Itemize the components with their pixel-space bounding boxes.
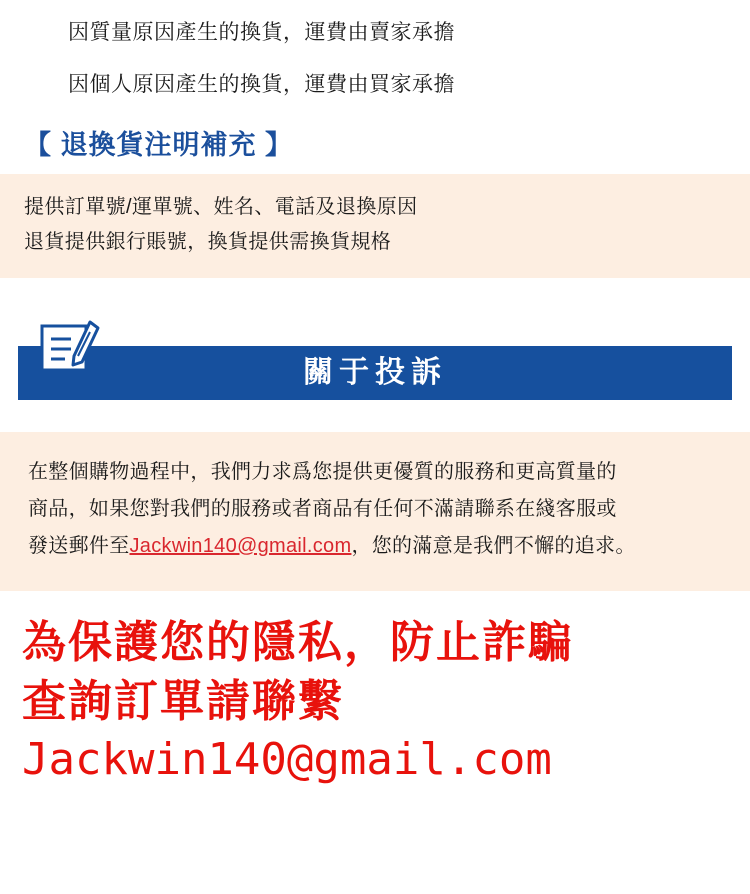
return-note-heading: 【 退換貨注明補充 】 xyxy=(24,129,294,160)
return-note-line-2: 退貨提供銀行賬號，換貨提供需換貨規格 xyxy=(24,230,392,253)
privacy-warning-line-2: 查詢訂單請聯繫 xyxy=(22,677,344,727)
policy-line-quality: 因質量原因產生的換貨，運費由賣家承擔 xyxy=(68,21,455,44)
return-policy-section xyxy=(0,0,750,101)
complaint-banner-bar xyxy=(18,346,732,400)
return-note-box xyxy=(0,174,750,278)
complaint-body-box xyxy=(0,432,750,591)
complaint-body-line-3 xyxy=(28,528,722,565)
complaint-banner-title: 關于投訴 xyxy=(303,355,447,389)
privacy-warning-email: Jackwin140@gmail.com xyxy=(22,733,552,785)
complaint-body-prefix: 發送郵件至 xyxy=(28,534,130,557)
complaint-email-link[interactable]: Jackwin140@gmail.com xyxy=(129,534,352,557)
privacy-warning-line-1: 為保護您的隱私，防止詐騙 xyxy=(22,617,574,667)
complaint-body-suffix: ，您的滿意是我們不懈的追求。 xyxy=(351,534,636,557)
privacy-warning-block xyxy=(0,613,750,787)
complaint-body-line-1: 在整個購物過程中，我們力求爲您提供更優質的服務和更高質量的 xyxy=(28,460,617,483)
complaint-body-line-2: 商品，如果您對我們的服務或者商品有任何不滿請聯系在綫客服或 xyxy=(28,497,617,520)
pencil-note-icon xyxy=(38,316,100,378)
policy-line-personal: 因個人原因產生的換貨，運費由買家承擔 xyxy=(68,73,455,97)
complaint-banner xyxy=(0,332,750,402)
return-note-line-1: 提供訂單號/運單號、姓名、電話及退換原因 xyxy=(24,195,418,218)
